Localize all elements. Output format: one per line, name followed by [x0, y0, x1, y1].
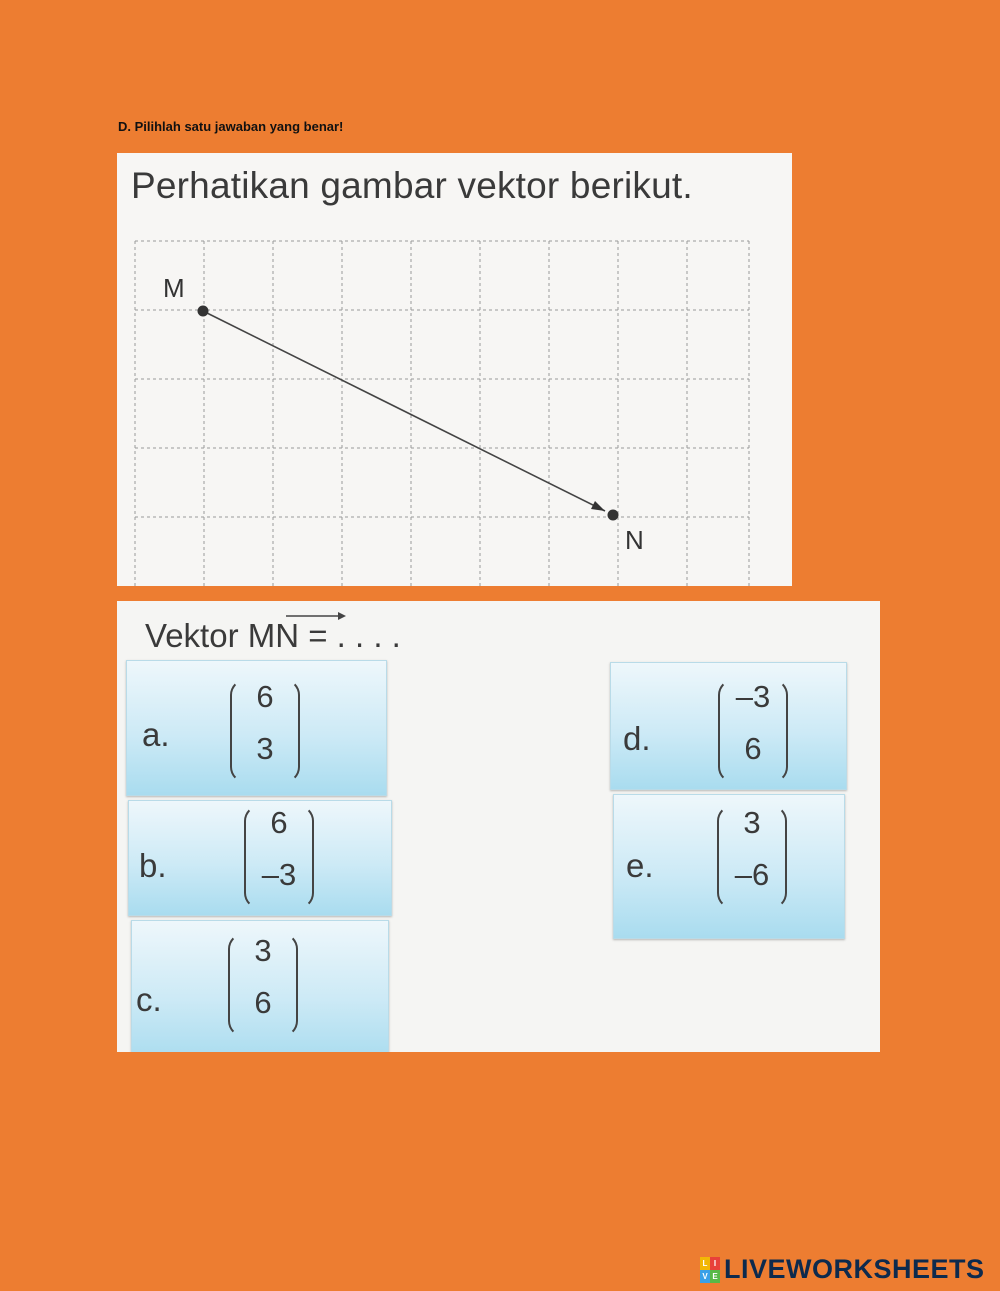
option-a-top: 6 [256, 679, 274, 714]
vector-grid [117, 153, 792, 586]
option-e-bottom: –6 [734, 857, 770, 892]
option-b-bottom: –3 [261, 857, 297, 892]
option-e-button[interactable] [613, 794, 845, 939]
option-b-button[interactable] [128, 800, 392, 916]
figure-title: Perhatikan gambar vektor berikut. [131, 165, 693, 206]
option-c-bottom: 6 [254, 985, 272, 1020]
vector-arrowhead [591, 501, 605, 511]
vector-line [203, 311, 605, 511]
question-prefix: Vektor [145, 617, 239, 654]
instruction-text: D. Pilihlah satu jawaban yang benar! [118, 119, 344, 134]
option-c-button[interactable] [131, 920, 389, 1052]
option-d-button[interactable] [610, 662, 847, 790]
point-m-label: M [163, 273, 185, 303]
option-b-letter: b. [139, 847, 167, 884]
option-b-vector [244, 801, 314, 911]
liveworksheets-brand [700, 1254, 985, 1285]
option-a-bottom: 3 [256, 731, 274, 766]
option-c-letter: c. [136, 981, 162, 1018]
vector-overline-arrow-icon [284, 609, 348, 623]
option-a-vector [230, 675, 300, 785]
logo-letter-e: E [710, 1270, 720, 1283]
option-e-vector [717, 801, 787, 911]
logo-letter-i: I [710, 1257, 720, 1270]
point-n-label: N [625, 525, 644, 555]
option-a-button[interactable] [126, 660, 387, 796]
brand-name: LIVEWORKSHEETS [724, 1254, 985, 1284]
liveworksheets-logo-icon [700, 1257, 720, 1283]
option-d-bottom: 6 [744, 731, 762, 766]
option-d-letter: d. [623, 720, 651, 757]
logo-letter-v: V [700, 1270, 710, 1283]
point-m-dot [198, 306, 209, 317]
option-d-vector [718, 675, 788, 785]
option-a-letter: a. [142, 716, 170, 753]
vector-figure-panel [117, 153, 792, 586]
option-b-top: 6 [270, 805, 288, 840]
question-text [145, 617, 401, 655]
option-c-top: 3 [254, 933, 272, 968]
question-suffix: = . . . . [308, 617, 401, 654]
vector-name: MN [247, 617, 300, 654]
option-e-letter: e. [626, 847, 654, 884]
point-n-dot [608, 510, 619, 521]
option-d-top: –3 [735, 679, 771, 714]
option-c-vector [228, 929, 298, 1039]
logo-letter-l: L [700, 1257, 710, 1270]
question-panel [117, 601, 880, 1052]
option-e-top: 3 [743, 805, 761, 840]
